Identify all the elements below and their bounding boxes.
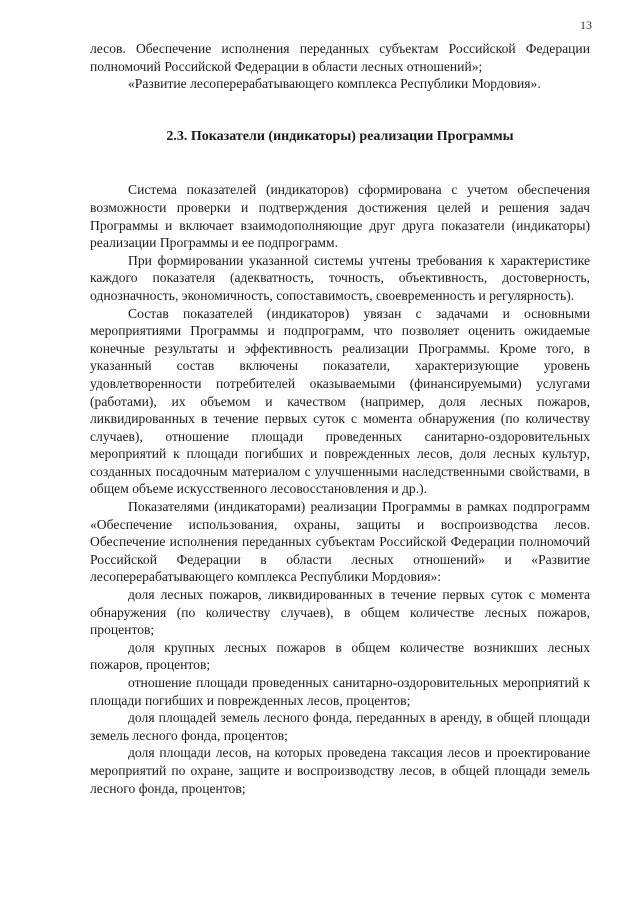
- list-item-sanitary-ratio: отношение площади проведенных санитарно-оздоровительных мероприятий к площади погибших и поврежденных лесов, процентов;: [90, 675, 590, 708]
- list-item-large-fires: доля крупных лесных пожаров в общем количестве возникших лесных пожаров, процентов;: [90, 639, 590, 673]
- list-item-leased-lands: доля площадей земель лесного фонда, переданных в аренду, в общей площади земель лесного фонда, процентов;: [90, 710, 590, 743]
- paragraph-indicator-system: Система показателей (индикаторов) сформирована с учетом обеспечения возможности проверки и подтверждения достижения целей и решения задач Программы и включает взаимодополняющие друг друга показатели (индикаторы) реализации Программы и ее подпрограмм.: [90, 182, 590, 251]
- paragraph-indicator-composition: Состав показателей (индикаторов) увязан с задачами и основными мероприятиями Программы и подпрограмм, что позволяет оценить ожидаемые конечные результаты и эффективность реализации Программы. Кроме того, в указанный состав включены показатели, характеризующие уровень удовлетворенности потребителей оказываемыми (финансируемыми) услугами (работами), их объемом и качеством (например, доля лесных пожаров, ликвидированных в течение первых суток с момента обнаружения (по количеству случаев), отношение площади проведенных санитарно-оздоровительных мероприятий к площади погибших и поврежденных лесов, доля лесных культур, созданных посадочным материалом с улучшенными наследственными свойствами, в общем объеме искусственного лесовосстановления и др.).: [90, 305, 590, 497]
- page-number: 13: [580, 18, 592, 32]
- paragraph-indicators-intro: Показателями (индикаторами) реализации Программы в рамках подпрограмм «Обеспечение использования, охраны, защиты и воспроизводства лесов. Обеспечение исполнения переданных субъектам Российской Федерации полномочий Российской Федерации в области лесных отношений» и «Развитие лесоперерабатывающего комплекса Республики Мордовия»:: [90, 499, 590, 585]
- paragraph-subprogram-name: «Развитие лесоперерабатывающего комплекса Республики Мордовия».: [128, 76, 541, 92]
- document-body: [90, 40, 590, 797]
- section-heading: 2.3. Показатели (индикаторы) реализации Программы: [166, 128, 514, 144]
- list-item-fires-first-day: доля лесных пожаров, ликвидированных в течение первых суток с момента обнаружения (по количеству случаев), в общем количестве лесных пожаров, процентов;: [90, 587, 590, 638]
- paragraph-continuation: лесов. Обеспечение исполнения переданных субъектам Российской Федерации полномочий Российской Федерации в области лесных отношений»;: [90, 41, 590, 74]
- paragraph-requirements: При формировании указанной системы учтены требования к характеристике каждого показателя (адекватность, точность, объективность, достоверность, однозначность, экономичность, сопоставимость, своевременность и регулярность).: [90, 252, 590, 303]
- list-item-taxation-area: доля площади лесов, на которых проведена таксация лесов и проектирование мероприятий по охране, защите и воспроизводству лесов, в общей площади земель лесного фонда, процентов;: [90, 745, 590, 796]
